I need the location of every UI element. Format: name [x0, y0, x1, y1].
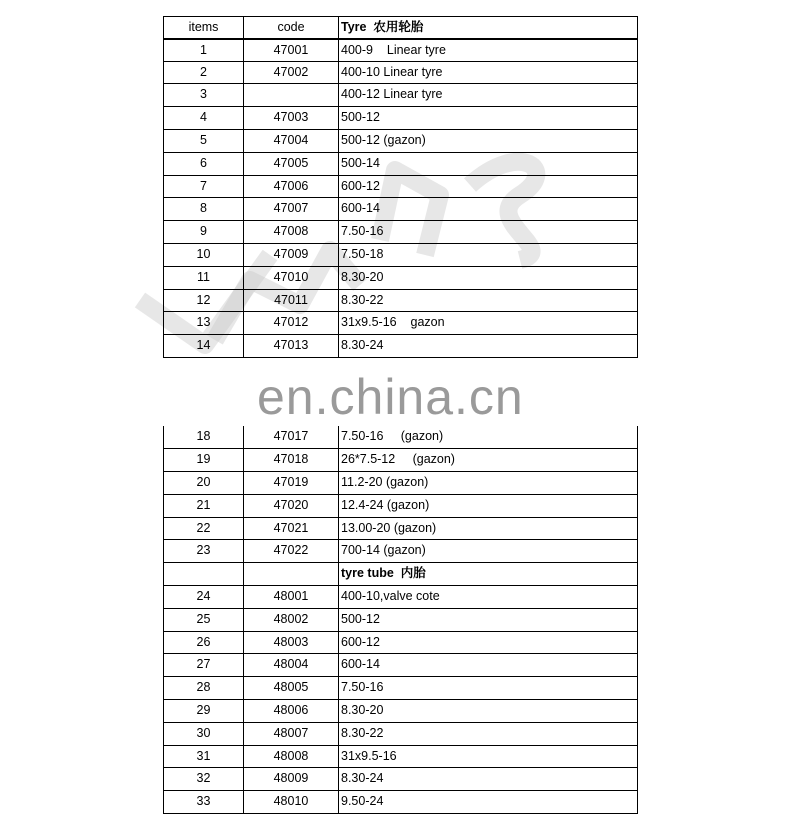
item-cell: 21	[163, 495, 243, 517]
code-cell: 47009	[243, 244, 338, 266]
desc-cell: 8.30-22	[338, 290, 638, 312]
desc-cell: 500-12 (gazon)	[338, 130, 638, 152]
code-cell: 47013	[243, 335, 338, 357]
desc-cell: 500-14	[338, 153, 638, 175]
desc-cell: 8.30-24	[338, 335, 638, 357]
table-row	[163, 335, 638, 358]
item-cell: 2	[163, 62, 243, 84]
code-cell: 47011	[243, 290, 338, 312]
item-cell: 26	[163, 632, 243, 654]
item-cell: 24	[163, 586, 243, 608]
item-cell: 11	[163, 267, 243, 289]
item-cell: 7	[163, 176, 243, 198]
code-cell: 48009	[243, 768, 338, 790]
code-cell: 47008	[243, 221, 338, 243]
table-row	[163, 267, 638, 290]
item-cell: 30	[163, 723, 243, 745]
item-cell: 18	[163, 426, 243, 448]
desc-cell: 8.30-20	[338, 700, 638, 722]
item-cell: 13	[163, 312, 243, 334]
desc-cell: 400-12 Linear tyre	[338, 84, 638, 106]
table-row	[163, 176, 638, 199]
table-row	[163, 107, 638, 130]
code-cell: 48003	[243, 632, 338, 654]
item-cell: 3	[163, 84, 243, 106]
code-cell: 48010	[243, 791, 338, 813]
desc-cell: 13.00-20 (gazon)	[338, 518, 638, 540]
item-cell	[163, 563, 243, 585]
code-cell: 48006	[243, 700, 338, 722]
desc-cell: 12.4-24 (gazon)	[338, 495, 638, 517]
desc-cell: 400-10 Linear tyre	[338, 62, 638, 84]
code-cell: 47019	[243, 472, 338, 494]
code-cell: 47005	[243, 153, 338, 175]
desc-cell: 500-12	[338, 609, 638, 631]
desc-cell: 500-12	[338, 107, 638, 129]
header-code: code	[243, 17, 338, 38]
item-cell: 32	[163, 768, 243, 790]
table-row	[163, 540, 638, 563]
table-row	[163, 426, 638, 449]
code-cell: 48002	[243, 609, 338, 631]
desc-cell: 600-12	[338, 632, 638, 654]
code-cell	[243, 563, 338, 585]
item-cell: 9	[163, 221, 243, 243]
desc-cell: 7.50-16	[338, 677, 638, 699]
desc-cell: 9.50-24	[338, 791, 638, 813]
desc-cell: 11.2-20 (gazon)	[338, 472, 638, 494]
item-cell: 6	[163, 153, 243, 175]
item-cell: 14	[163, 335, 243, 357]
desc-cell: 7.50-16	[338, 221, 638, 243]
code-cell	[243, 84, 338, 106]
code-cell: 47010	[243, 267, 338, 289]
code-cell: 48008	[243, 746, 338, 768]
table-row	[163, 700, 638, 723]
table-row	[163, 677, 638, 700]
table-row	[163, 723, 638, 746]
table-row	[163, 632, 638, 655]
code-cell: 47020	[243, 495, 338, 517]
table-row	[163, 563, 638, 586]
table-row	[163, 449, 638, 472]
code-cell: 47017	[243, 426, 338, 448]
code-cell: 47022	[243, 540, 338, 562]
code-cell: 47018	[243, 449, 338, 471]
desc-cell: 400-10,valve cote	[338, 586, 638, 608]
table-row	[163, 290, 638, 313]
code-cell: 47021	[243, 518, 338, 540]
table-row	[163, 654, 638, 677]
code-cell: 47006	[243, 176, 338, 198]
desc-cell: 7.50-18	[338, 244, 638, 266]
item-cell: 29	[163, 700, 243, 722]
item-cell: 5	[163, 130, 243, 152]
table-row	[163, 153, 638, 176]
code-cell: 48007	[243, 723, 338, 745]
item-cell: 27	[163, 654, 243, 676]
desc-cell: 31x9.5-16 gazon	[338, 312, 638, 334]
item-cell: 12	[163, 290, 243, 312]
item-cell: 22	[163, 518, 243, 540]
code-cell: 47012	[243, 312, 338, 334]
table-row	[163, 791, 638, 814]
header-tyre: Tyre 农用轮胎	[338, 17, 638, 38]
watermark-text: en.china.cn	[257, 369, 524, 425]
table-row	[163, 609, 638, 632]
item-cell: 25	[163, 609, 243, 631]
desc-cell: 31x9.5-16	[338, 746, 638, 768]
table-header-row	[163, 16, 638, 39]
code-cell: 48001	[243, 586, 338, 608]
item-cell: 4	[163, 107, 243, 129]
table-row	[163, 586, 638, 609]
item-cell: 19	[163, 449, 243, 471]
table-row	[163, 198, 638, 221]
desc-cell: 26*7.5-12 (gazon)	[338, 449, 638, 471]
code-cell: 48005	[243, 677, 338, 699]
item-cell: 33	[163, 791, 243, 813]
table-row	[163, 312, 638, 335]
desc-cell: 400-9 Linear tyre	[338, 40, 638, 61]
table-row	[163, 495, 638, 518]
code-cell: 47001	[243, 40, 338, 61]
item-cell: 28	[163, 677, 243, 699]
code-cell: 47007	[243, 198, 338, 220]
table-row	[163, 244, 638, 267]
item-cell: 1	[163, 40, 243, 61]
table-row	[163, 62, 638, 85]
table-row	[163, 221, 638, 244]
item-cell: 20	[163, 472, 243, 494]
code-cell: 48004	[243, 654, 338, 676]
code-cell: 47004	[243, 130, 338, 152]
header-items: items	[163, 17, 243, 38]
item-cell: 31	[163, 746, 243, 768]
table-row	[163, 472, 638, 495]
desc-cell: 8.30-20	[338, 267, 638, 289]
item-cell: 23	[163, 540, 243, 562]
table-row	[163, 130, 638, 153]
desc-cell: 8.30-22	[338, 723, 638, 745]
desc-cell: 8.30-24	[338, 768, 638, 790]
table-row	[163, 84, 638, 107]
table-row	[163, 39, 638, 62]
desc-cell: 600-14	[338, 198, 638, 220]
desc-cell: 700-14 (gazon)	[338, 540, 638, 562]
desc-cell: 600-12	[338, 176, 638, 198]
item-cell: 8	[163, 198, 243, 220]
item-cell: 10	[163, 244, 243, 266]
code-cell: 47003	[243, 107, 338, 129]
table-row	[163, 518, 638, 541]
desc-cell: 7.50-16 (gazon)	[338, 426, 638, 448]
code-cell: 47002	[243, 62, 338, 84]
table-row	[163, 746, 638, 769]
desc-cell: 600-14	[338, 654, 638, 676]
desc-cell: tyre tube 内胎	[338, 563, 638, 585]
table-row	[163, 768, 638, 791]
